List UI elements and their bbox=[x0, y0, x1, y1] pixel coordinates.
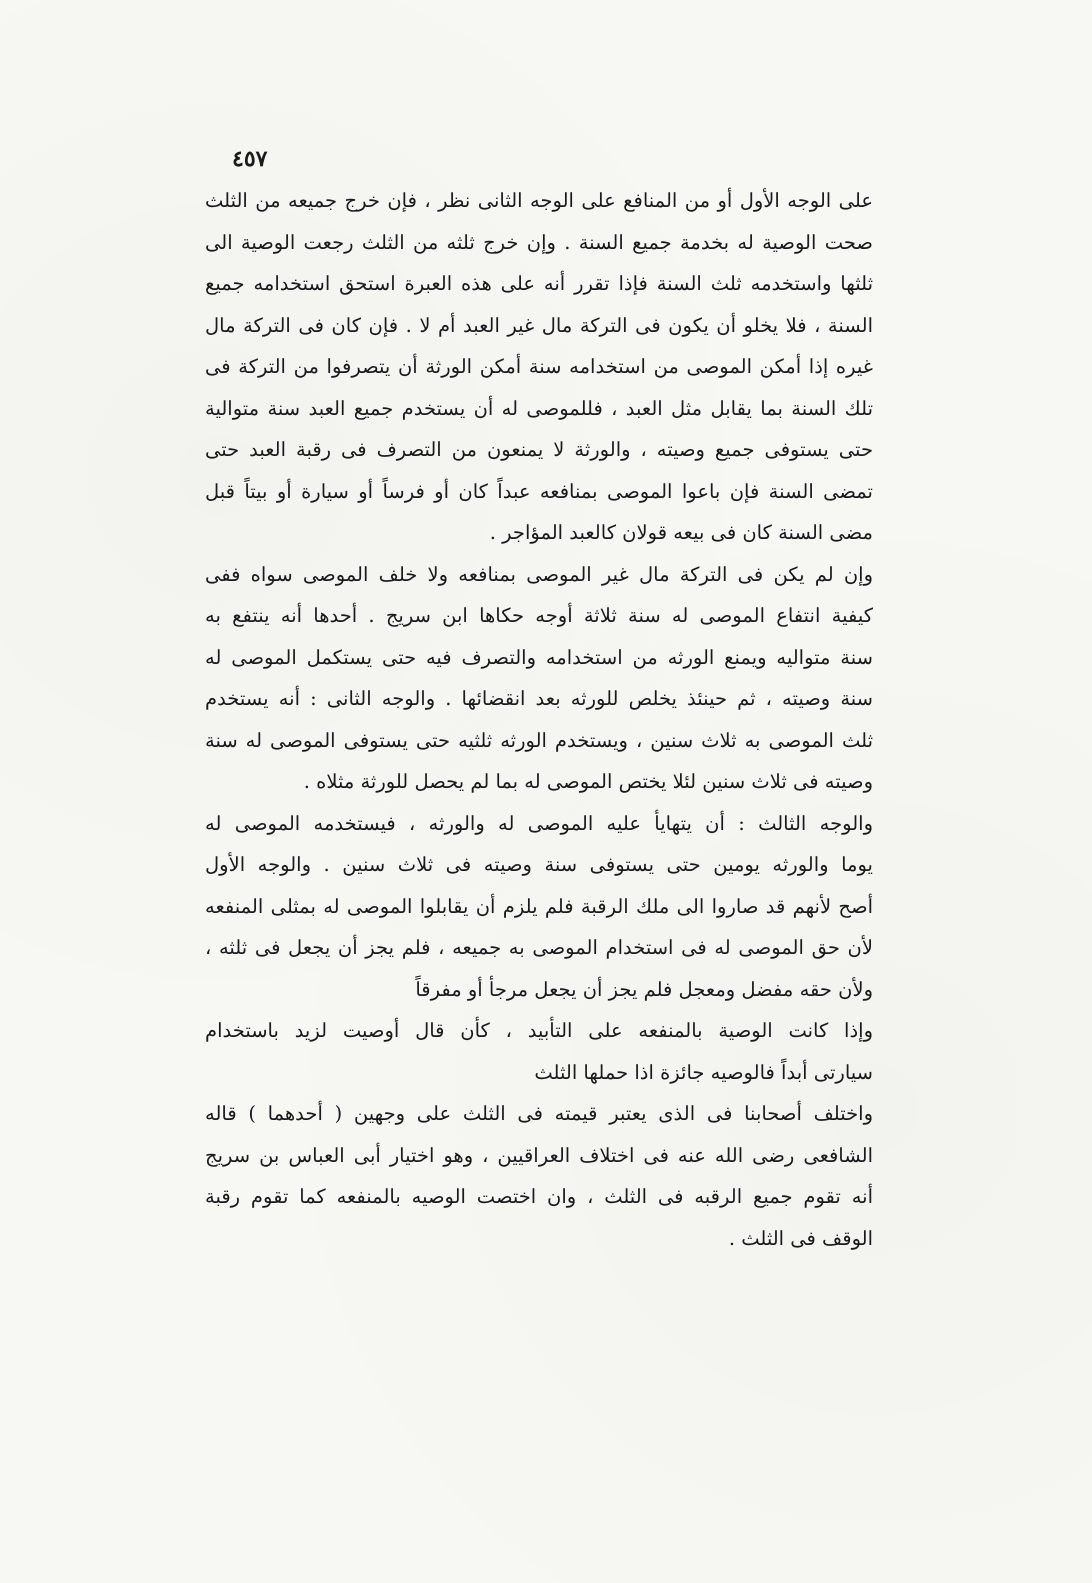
text-line: صحت الوصية له بخدمة جميع السنة . وإن خرج ثلثه من الثلث رجعت الوصية الى bbox=[205, 230, 873, 254]
text-line: سنة وصيته ، ثم حينئذ يخلص للورثه بعد انقضائها . والوجه الثانى : أنه يستخدم bbox=[205, 687, 873, 710]
text-line: والوجه الثالث : أن يتهايأ عليه الموصى له والورثه ، فيستخدمه الموصى له bbox=[205, 811, 873, 835]
text-line: وإذا كانت الوصية بالمنفعه على التأبيد ، كأن قال أوصيت لزيد باستخدام bbox=[205, 1019, 873, 1042]
text-line: ثلث الموصى به ثلاث سنين ، ويستخدم الورثه ثلثيه حتى يستوفى الموصى له سنة bbox=[205, 728, 873, 752]
text-line: حتى يستوفى جميع وصيته ، والورثة لا يمنعون من التصرف فى رقبة العبد حتى bbox=[205, 438, 873, 461]
text-line: السنة ، فلا يخلو أن يكون فى التركة مال غير العبد أم لا . فإن كان فى التركة مال bbox=[205, 313, 873, 337]
paragraph bbox=[205, 1010, 873, 1093]
paragraph bbox=[205, 803, 873, 1011]
body-text bbox=[205, 180, 873, 1259]
text-line: مضى السنة كان فى بيعه قولان كالعبد المؤاجر . bbox=[489, 521, 873, 544]
text-line: أصح لأنهم قد صاروا الى ملك الرقبة فلم يلزم أن يقابلوا الموصى له بمثلى المنفعه bbox=[205, 894, 873, 918]
paragraph bbox=[205, 180, 873, 554]
text-line: ولأن حقه مفضل ومعجل فلم يجز أن يجعل مرجأ أو مفرقاً bbox=[415, 977, 873, 1001]
text-line: تمضى السنة فإن باعوا الموصى بمنافعه عبداً كان أو فرساً أو سيارة أو بيتاً قبل bbox=[205, 479, 873, 503]
text-line: يوما والورثه يومين حتى يستوفى سنة وصيته فى ثلاث سنين . والوجه الأول bbox=[205, 853, 873, 876]
text-line: ثلثها واستخدمه ثلث السنة فإذا تقرر أنه على هذه العبرة استحق استخدامه جميع bbox=[205, 272, 873, 295]
text-line: وصيته فى ثلاث سنين لئلا يختص الموصى له بما لم يحصل للورثة مثلاه . bbox=[303, 770, 873, 793]
text-line: الشافعى رضى الله عنه فى اختلاف العراقيين ، وهو اختيار أبى العباس بن سريج bbox=[205, 1143, 873, 1167]
paragraph bbox=[205, 554, 873, 803]
text-line: سنة متواليه ويمنع الورثه من استخدامه والتصرف فيه حتى يستكمل الموصى له bbox=[205, 645, 873, 669]
text-line: على الوجه الأول أو من المنافع على الوجه الثانى نظر ، فإن خرج جميعه من الثلث bbox=[205, 189, 873, 212]
text-line: وإن لم يكن فى التركة مال غير الموصى بمنافعه ولا خلف الموصى سواه ففى bbox=[205, 562, 873, 586]
text-line: أنه تقوم جميع الرقبه فى الثلث ، وان اختصت الوصيه بالمنفعه كما تقوم رقبة bbox=[205, 1185, 873, 1208]
text-line: تلك السنة بما يقابل مثل العبد ، فللموصى له أن يستخدم جميع العبد سنة متوالية bbox=[205, 396, 873, 420]
text-line: لأن حق الموصى له فى استخدام الموصى به جميعه ، فلم يجز أن يجعل فى ثلثه ، bbox=[205, 936, 873, 959]
text-line: الوقف فى الثلث . bbox=[728, 1226, 873, 1250]
text-line: غيره إذا أمكن الموصى من استخدامه سنة أمكن الورثة أن يتصرفوا من التركة فى bbox=[205, 355, 873, 378]
text-line: واختلف أصحابنا فى الذى يعتبر قيمته فى الثلث على وجهين ( أحدهما ) قاله bbox=[205, 1102, 873, 1125]
paragraph bbox=[205, 1093, 873, 1259]
page-number: ٤٥٧ bbox=[232, 146, 268, 172]
text-line: سيارتى أبداً فالوصيه جائزة اذا حملها الثلث bbox=[534, 1060, 873, 1084]
text-line: كيفية انتفاع الموصى له سنة ثلاثة أوجه حكاها ابن سريج . أحدها أنه ينتفع به bbox=[205, 604, 873, 627]
